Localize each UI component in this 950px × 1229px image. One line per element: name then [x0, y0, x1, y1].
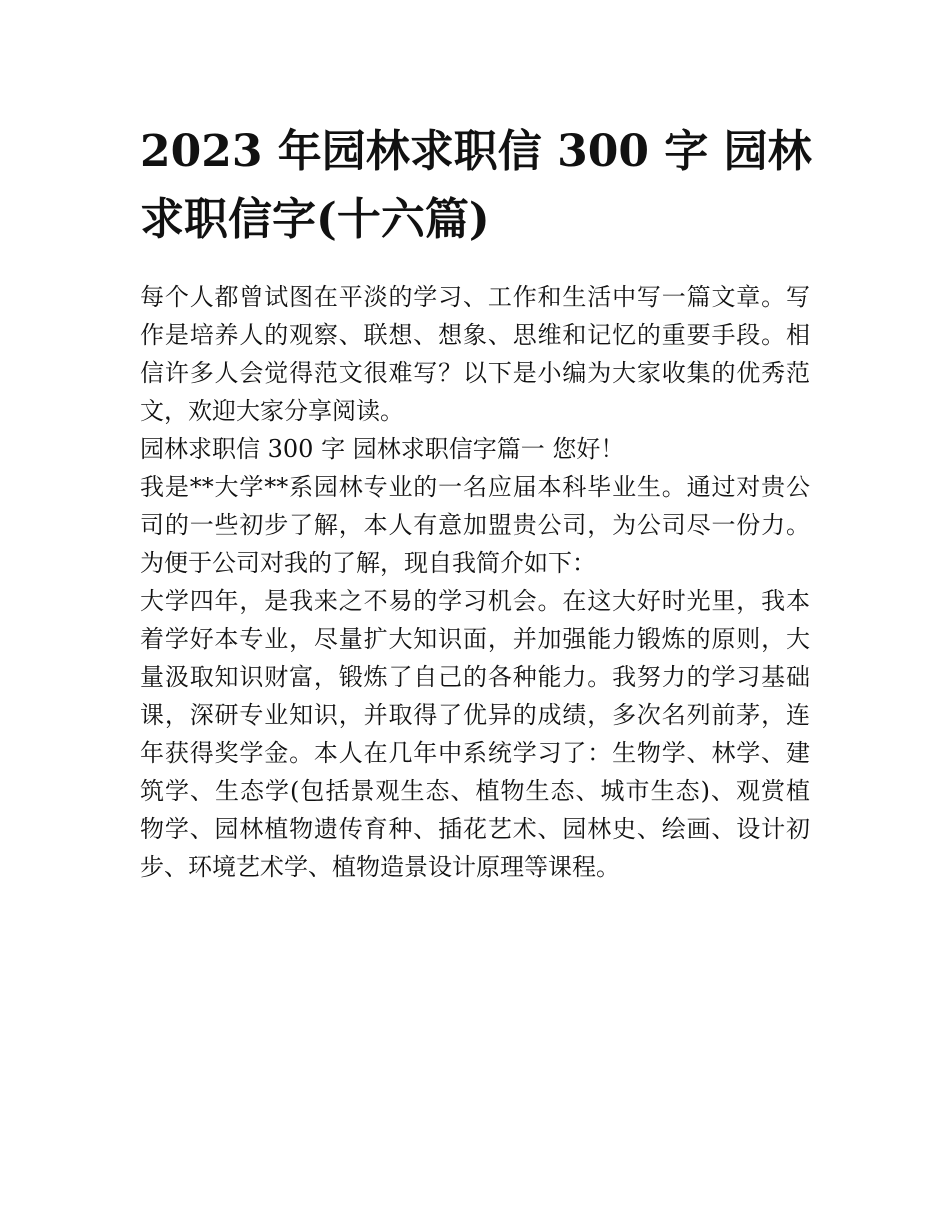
body-paragraph-1 — [140, 468, 810, 582]
document-title — [140, 118, 810, 254]
intro-line: 文，欢迎大家分享阅读。 — [140, 397, 404, 425]
intro-line: 信许多人会觉得范文很难写？以下是小编为大家收集的优秀范 — [140, 359, 810, 387]
body-line: 着学好本专业，尽量扩大知识面，并加强能力锻炼的原则，大 — [140, 625, 810, 653]
body-line: 步、环境艺术学、植物造景设计原理等课程。 — [140, 853, 620, 881]
body-paragraph-2 — [140, 582, 810, 886]
body-line: 为便于公司对我的了解，现自我简介如下： — [140, 549, 596, 577]
body-line: 年获得奖学金。本人在几年中系统学习了：生物学、林学、建 — [140, 739, 810, 767]
intro-paragraph — [140, 278, 810, 430]
body-line: 大学四年，是我来之不易的学习机会。在这大好时光里，我本 — [140, 587, 810, 615]
body-line: 量汲取知识财富，锻炼了自己的各种能力。我努力的学习基础 — [140, 663, 810, 691]
intro-line: 每个人都曾试图在平淡的学习、工作和生活中写一篇文章。写 — [140, 283, 810, 311]
body-line: 课，深研专业知识，并取得了优异的成绩，多次名列前茅，连 — [140, 701, 810, 729]
intro-line: 作是培养人的观察、联想、想象、思维和记忆的重要手段。相 — [140, 321, 810, 349]
document-title-line-1: 2023 年园林求职信 300 字 园林 — [140, 126, 812, 177]
document-title-line-2: 求职信字(十六篇) — [140, 194, 490, 245]
body-line: 物学、园林植物遗传育种、插花艺术、园林史、绘画、设计初 — [140, 815, 810, 843]
section-heading-paragraph — [140, 430, 810, 468]
body-line: 我是**大学**系园林专业的一名应届本科毕业生。通过对贵公 — [140, 473, 810, 501]
document-page — [140, 118, 810, 886]
body-line: 筑学、生态学(包括景观生态、植物生态、城市生态)、观赏植 — [140, 777, 810, 805]
body-line: 司的一些初步了解，本人有意加盟贵公司，为公司尽一份力。 — [140, 511, 810, 539]
section-heading: 园林求职信 300 字 园林求职信字篇一 您好！ — [140, 435, 625, 463]
